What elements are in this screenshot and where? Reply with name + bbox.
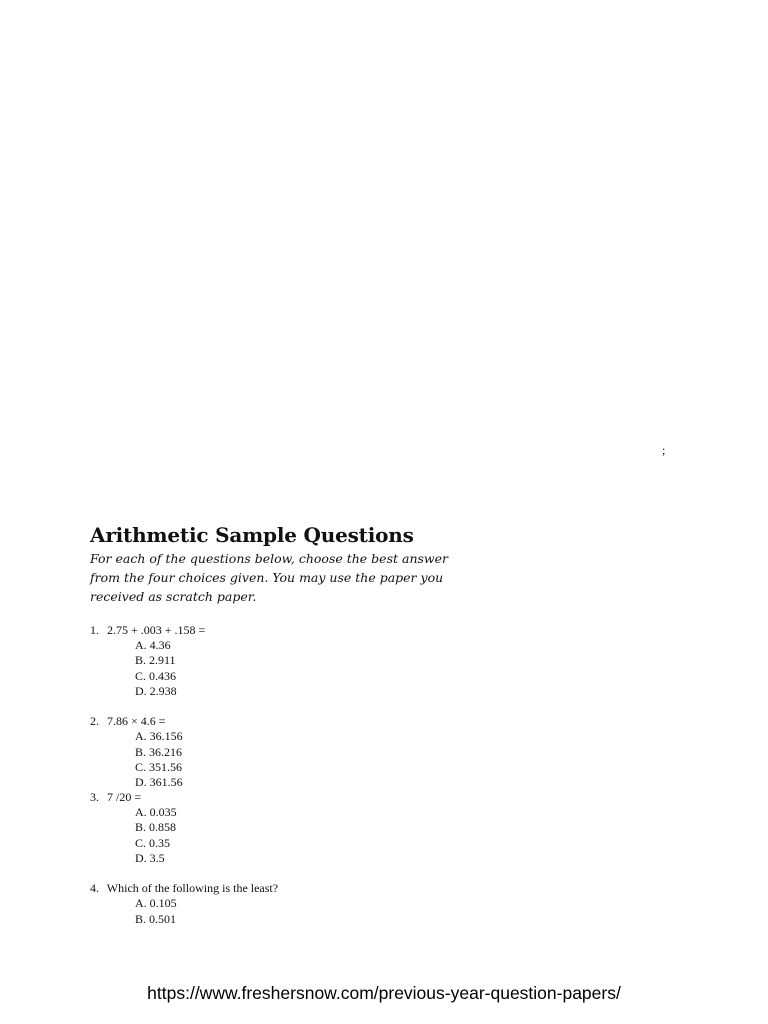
question-4-prompt <box>90 881 510 896</box>
instructions-text: For each of the questions below, choose the best answer from the four choices given. You may use the paper you received as scratch paper. <box>90 551 448 604</box>
question-1-text: 2.75 + .003 + .158 = <box>107 623 206 637</box>
question-4-text: Which of the following is the least? <box>106 881 279 896</box>
question-2-text: 7.86 × 4.6 = <box>107 714 166 729</box>
choice-2c: C. 351.56 <box>135 759 183 774</box>
question-2-choices <box>90 729 510 790</box>
question-spacer <box>90 699 510 714</box>
footer-source-url: https://www.freshersnow.com/previous-year-question-papers/ <box>147 983 621 1003</box>
question-spacer <box>90 866 510 881</box>
question-2-number: 2. <box>90 714 99 729</box>
question-list <box>90 623 510 927</box>
choice-4a: A. 0.105 <box>135 896 177 911</box>
choice-1a: A. 4.36 <box>135 638 171 653</box>
choice-2a: A. 36.156 <box>135 729 183 744</box>
choice-1c: C. 0.436 <box>135 668 177 683</box>
question-3-number: 3. <box>90 790 99 805</box>
question-1-prompt <box>90 623 510 638</box>
choice-3c: C. 0.35 <box>135 835 171 850</box>
question-2-prompt <box>90 714 510 729</box>
stray-semicolon: ; <box>662 443 666 457</box>
choice-2b: B. 36.216 <box>135 744 183 759</box>
question-4-number: 4. <box>90 881 99 896</box>
question-1-choices <box>90 638 510 699</box>
choice-3d: D. 3.5 <box>135 850 165 865</box>
choice-4b: B. 0.501 <box>135 911 177 926</box>
document-content <box>90 521 510 927</box>
choice-1b: B. 2.911 <box>135 653 176 668</box>
question-3-choices <box>90 805 510 866</box>
question-3 <box>90 790 510 866</box>
page-title: Arithmetic Sample Questions <box>90 523 414 547</box>
question-1-number: 1. <box>90 623 99 637</box>
question-4 <box>90 881 510 927</box>
choice-3a: A. 0.035 <box>135 805 177 820</box>
choice-1d: D. 2.938 <box>135 683 177 698</box>
question-2 <box>90 714 510 790</box>
question-3-text: 7 /20 = <box>107 790 142 805</box>
question-4-choices <box>90 896 510 926</box>
question-3-prompt <box>90 790 510 805</box>
choice-2d: D. 361.56 <box>135 774 183 789</box>
question-1 <box>90 623 510 699</box>
choice-3b: B. 0.858 <box>135 820 177 835</box>
